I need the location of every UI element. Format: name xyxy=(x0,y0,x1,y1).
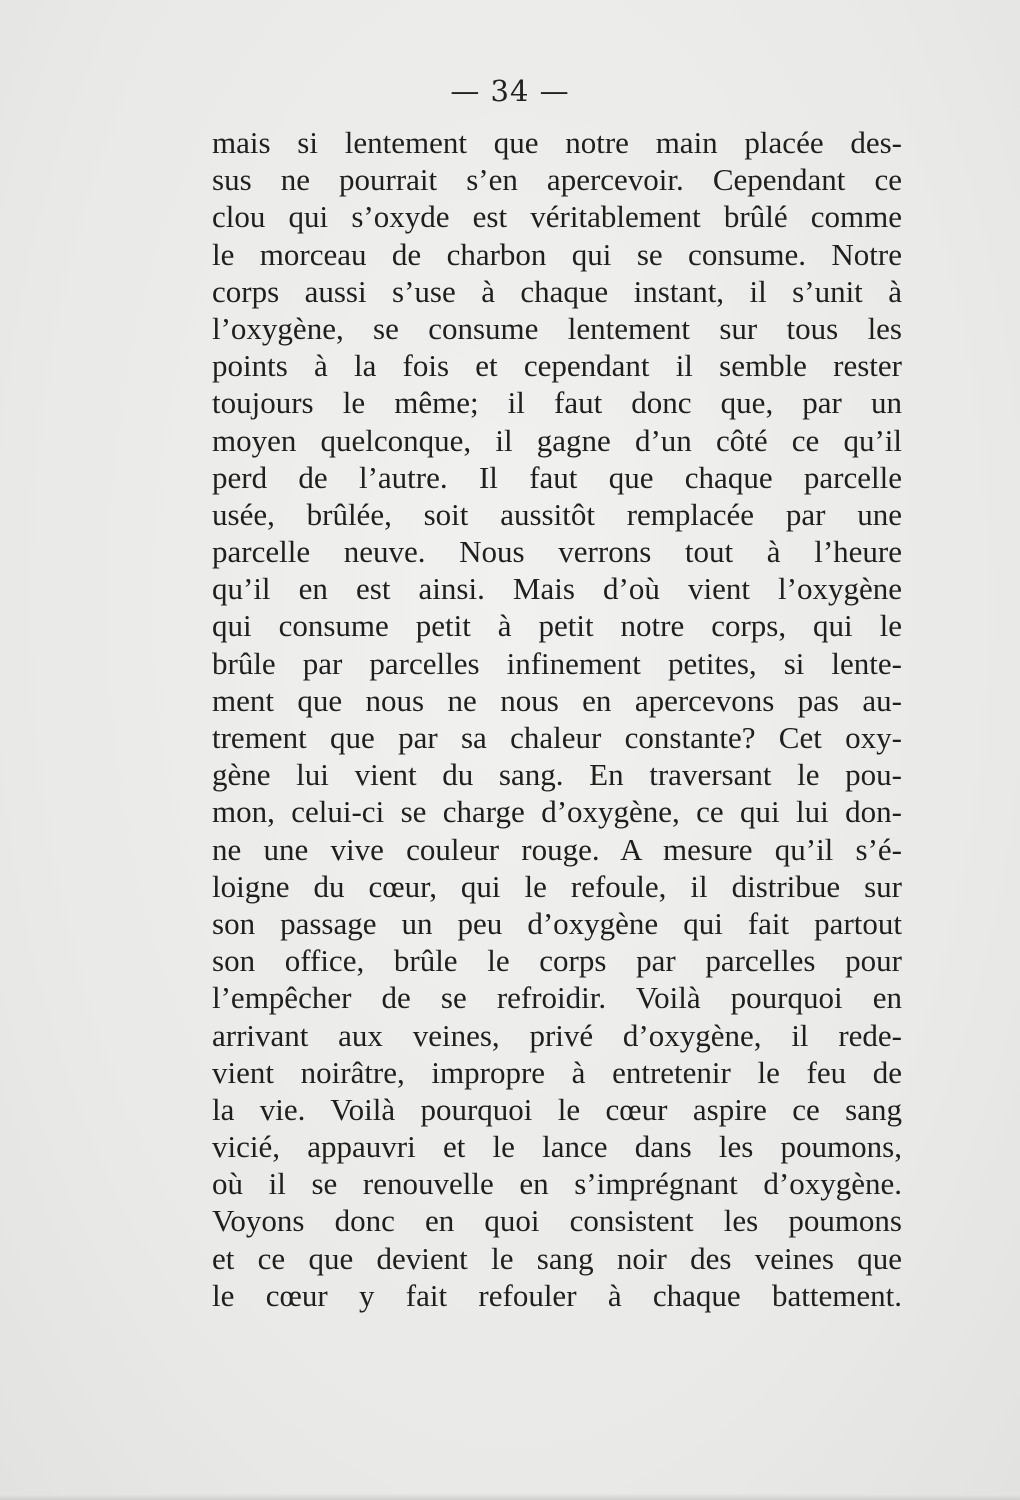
text-line: usée, brûlée, soit aussitôt remplacée par une xyxy=(212,496,902,532)
text-line: clou qui s’oxyde est véritablement brûlé comme xyxy=(212,199,902,235)
text-line: mon, celui-ci se charge d’oxygène, ce qui lui don- xyxy=(212,794,902,830)
body-text xyxy=(212,124,902,1314)
text-line: loigne du cœur, qui le refoule, il distribue sur xyxy=(212,868,902,904)
text-line: la vie. Voilà pourquoi le cœur aspire ce sang xyxy=(212,1091,902,1127)
text-line: l’empêcher de se refroidir. Voilà pourquoi en xyxy=(212,980,902,1016)
text-line: gène lui vient du sang. En traversant le pou- xyxy=(212,757,902,793)
page-number: — 34 — xyxy=(450,74,570,108)
text-line: vicié, appauvri et le lance dans les poumons, xyxy=(212,1129,902,1165)
text-line: perd de l’autre. Il faut que chaque parcelle xyxy=(212,459,902,495)
text-line: et ce que devient le sang noir des veines que xyxy=(212,1240,902,1276)
text-line: où il se renouvelle en s’imprégnant d’oxygène. xyxy=(212,1166,902,1202)
text-line: moyen quelconque, il gagne d’un côté ce qu’il xyxy=(212,422,902,458)
text-line: le cœur y fait refouler à chaque battement. xyxy=(212,1277,902,1313)
text-line: sus ne pourrait s’en apercevoir. Cependant ce xyxy=(212,162,902,198)
text-line: ne une vive couleur rouge. A mesure qu’il s’é- xyxy=(212,831,902,867)
text-line: son office, brûle le corps par parcelles pour xyxy=(212,943,902,979)
page-edge xyxy=(0,1494,1020,1500)
text-line: trement que par sa chaleur constante? Cet oxy- xyxy=(212,720,902,755)
text-line: arrivant aux veines, privé d’oxygène, il rede- xyxy=(212,1017,902,1053)
text-line: parcelle neuve. Nous verrons tout à l’heure xyxy=(212,534,902,570)
text-line: mais si lentement que notre main placée des- xyxy=(212,125,902,160)
text-line: qui consume petit à petit notre corps, qui le xyxy=(212,608,902,644)
text-line: Voyons donc en quoi consistent les poumons xyxy=(212,1203,902,1239)
text-line: vient noirâtre, impropre à entretenir le feu de xyxy=(212,1054,902,1090)
text-line: qu’il en est ainsi. Mais d’où vient l’oxygène xyxy=(212,571,902,607)
text-line: l’oxygène, se consume lentement sur tous les xyxy=(212,310,902,346)
text-line: points à la fois et cependant il semble rester xyxy=(212,348,902,384)
text-line: le morceau de charbon qui se consume. Notre xyxy=(212,236,902,272)
text-line: son passage un peu d’oxygène qui fait partout xyxy=(212,905,902,941)
text-line: toujours le même; il faut donc que, par un xyxy=(212,385,902,421)
text-line: corps aussi s’use à chaque instant, il s’unit à xyxy=(212,273,902,309)
text-line: ment que nous ne nous en apercevons pas au- xyxy=(212,682,902,718)
text-line: brûle par parcelles infinement petites, si lente- xyxy=(212,645,902,681)
